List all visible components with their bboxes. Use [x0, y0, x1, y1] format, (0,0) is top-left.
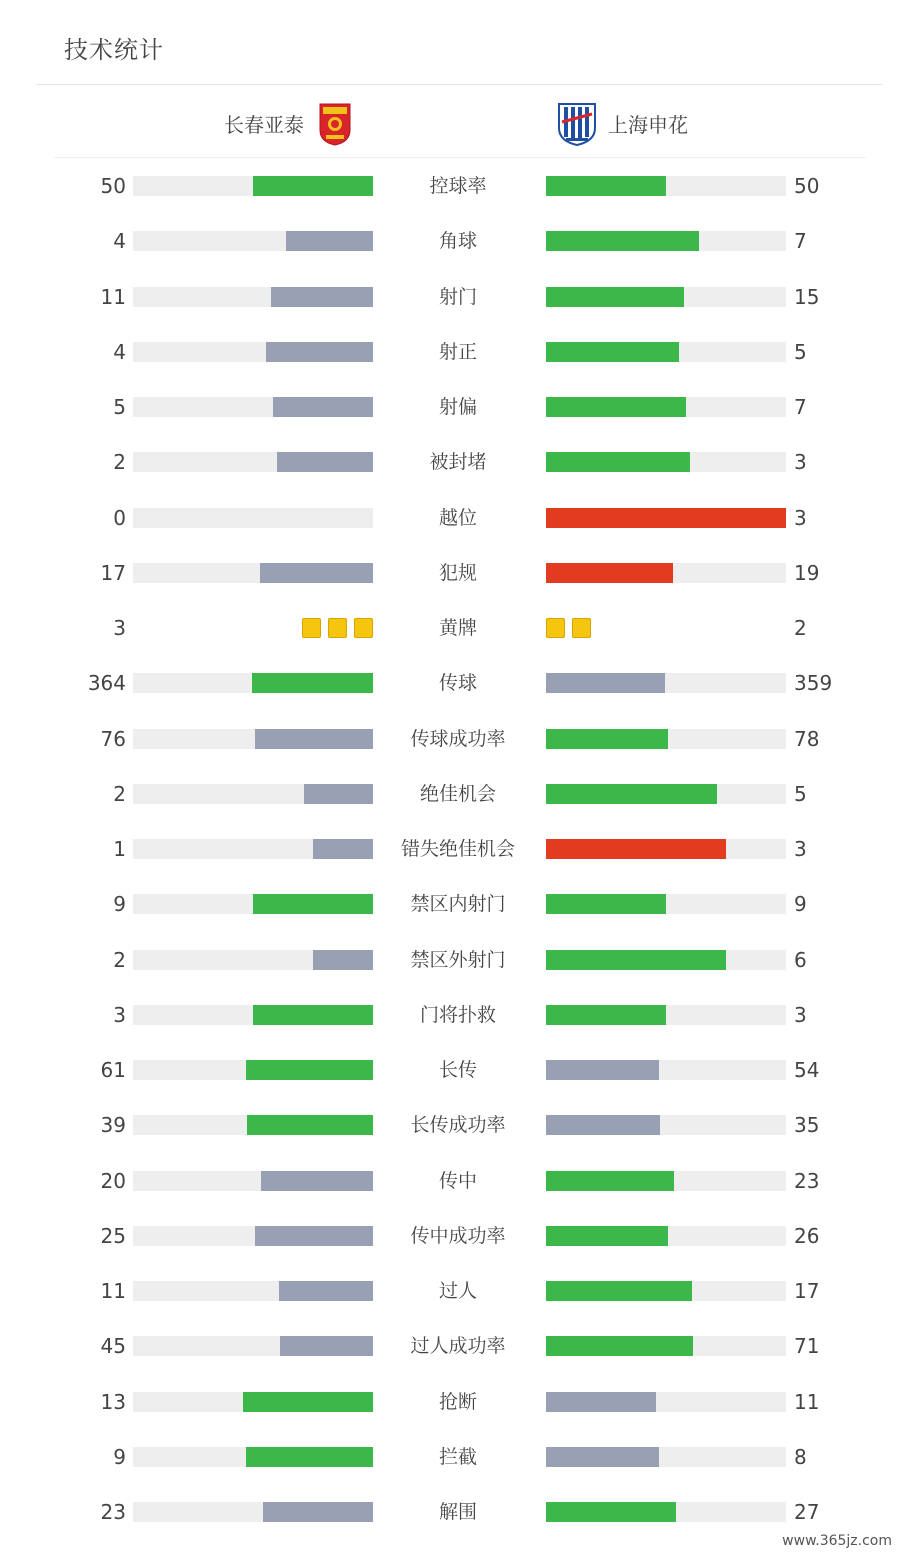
home-stat-value: 4	[113, 229, 126, 254]
home-team-name: 长春亚泰	[224, 112, 304, 137]
away-stat-bar	[546, 452, 690, 472]
home-stat-bar-track	[133, 1005, 373, 1025]
home-stat-bar-track	[133, 839, 373, 859]
stat-row	[0, 1390, 900, 1414]
away-stat-bar-track	[546, 1281, 786, 1301]
stat-row	[0, 506, 900, 530]
away-stat-value: 9	[794, 892, 807, 917]
away-stat-bar-track	[546, 1005, 786, 1025]
away-stat-bar-track	[546, 1392, 786, 1412]
home-stat-bar-track	[133, 784, 373, 804]
home-stat-bar	[255, 1226, 373, 1246]
home-stat-bar-track	[133, 729, 373, 749]
yellow-card-icon	[572, 618, 591, 638]
home-stat-value: 0	[113, 505, 126, 530]
away-stat-bar	[546, 1005, 666, 1025]
away-stat-bar	[546, 342, 679, 362]
stat-label: 门将扑救	[419, 1003, 496, 1026]
home-stat-bar	[286, 231, 373, 251]
stat-row	[0, 892, 900, 916]
home-stat-bar-track	[133, 508, 373, 528]
stat-label: 控球率	[429, 175, 487, 197]
away-stat-bar	[546, 950, 726, 970]
stat-label: 被封堵	[429, 451, 487, 474]
away-stat-value: 5	[794, 781, 807, 806]
stat-label: 长传	[438, 1059, 477, 1081]
stat-label: 解围	[438, 1501, 477, 1523]
home-stat-value: 364	[87, 671, 126, 696]
home-stat-bar-track	[133, 1226, 373, 1246]
home-stat-bar-track	[133, 1336, 373, 1356]
away-stat-bar	[546, 839, 726, 859]
home-stat-bar	[313, 950, 373, 970]
away-stat-value: 23	[794, 1168, 820, 1193]
home-stat-bar	[252, 673, 373, 693]
away-stat-value: 3	[794, 1002, 807, 1027]
away-stat-bar-track	[546, 176, 786, 196]
home-stat-value: 2	[113, 781, 126, 806]
home-stat-value: 25	[100, 1223, 126, 1248]
home-stat-bar-track	[133, 176, 373, 196]
away-stat-value: 3	[794, 837, 807, 861]
away-stat-value: 35	[794, 1113, 820, 1138]
away-stat-bar-track	[546, 342, 786, 362]
away-stat-bar	[546, 784, 717, 804]
home-stat-value: 11	[100, 1279, 126, 1303]
stat-row	[0, 727, 900, 751]
away-stat-bar	[546, 729, 668, 749]
away-stat-bar-track	[546, 784, 786, 804]
home-stat-bar-track	[133, 1060, 373, 1080]
away-stat-bar	[546, 176, 666, 196]
yellow-card-icon	[302, 618, 321, 638]
home-stat-bar	[246, 1060, 373, 1080]
away-stat-value: 15	[794, 284, 820, 309]
home-stat-bar-track	[133, 231, 373, 251]
stat-label: 长传成功率	[410, 1114, 506, 1137]
home-stat-bar-track	[133, 342, 373, 362]
away-stat-bar-track	[546, 1115, 786, 1135]
home-stat-value: 76	[100, 726, 126, 751]
stat-label: 禁区外射门	[410, 948, 506, 971]
home-stat-bar	[304, 784, 373, 804]
stat-row	[0, 616, 900, 640]
away-stat-value: 359	[794, 671, 833, 696]
away-stat-bar	[546, 508, 786, 528]
yellow-card-icon	[354, 618, 373, 638]
away-stat-bar-track	[546, 1060, 786, 1080]
away-stat-value: 17	[794, 1279, 820, 1303]
away-stat-value: 19	[794, 560, 820, 585]
stat-row	[0, 1334, 900, 1358]
stat-row	[0, 1113, 900, 1137]
stat-row	[0, 1058, 900, 1082]
stat-label: 犯规	[438, 561, 477, 584]
home-stat-bar-track	[133, 673, 373, 693]
home-stat-bar-track	[133, 397, 373, 417]
home-stat-bar	[313, 839, 373, 859]
stat-label: 传球成功率	[410, 727, 506, 750]
stat-label: 过人成功率	[410, 1335, 506, 1358]
home-stat-bar-track	[133, 1115, 373, 1135]
away-stat-bar	[546, 231, 699, 251]
home-stat-bar	[255, 729, 373, 749]
stat-label: 过人	[438, 1280, 477, 1302]
away-stat-bar	[546, 673, 665, 693]
home-stat-value: 9	[113, 1444, 126, 1469]
away-stat-bar	[546, 1281, 692, 1301]
home-stat-bar	[260, 563, 373, 583]
home-stat-value: 11	[100, 284, 126, 309]
away-stat-value: 6	[794, 947, 807, 972]
stat-label: 拦截	[438, 1445, 477, 1468]
stat-label: 射偏	[438, 396, 477, 418]
stat-label: 绝佳机会	[419, 782, 496, 805]
stat-row	[0, 837, 900, 861]
home-stat-value: 1	[113, 837, 126, 861]
home-stat-value: 20	[100, 1168, 126, 1193]
stat-row	[0, 1169, 900, 1193]
home-stat-value: 4	[113, 339, 126, 364]
away-stat-bar-track	[546, 894, 786, 914]
stat-label: 抢断	[438, 1390, 477, 1413]
away-stat-value: 71	[794, 1334, 820, 1359]
stat-row	[0, 1279, 900, 1303]
stat-label: 射门	[438, 285, 477, 308]
stat-row	[0, 561, 900, 585]
away-stat-bar	[546, 1115, 660, 1135]
stat-row	[0, 340, 900, 364]
stat-row	[0, 395, 900, 419]
away-stat-bar	[546, 1447, 659, 1467]
home-stat-value: 2	[113, 450, 126, 475]
away-stat-bar	[546, 397, 686, 417]
away-stat-bar	[546, 1060, 659, 1080]
home-stat-bar-track	[133, 287, 373, 307]
away-stat-bar-track	[546, 397, 786, 417]
home-stat-bar-track	[133, 1281, 373, 1301]
home-stat-value: 50	[100, 174, 126, 198]
away-team-name: 上海申花	[608, 112, 688, 137]
home-stat-value: 5	[113, 395, 126, 419]
home-stat-bar-track	[133, 1392, 373, 1412]
stat-row	[0, 229, 900, 253]
stat-row	[0, 285, 900, 309]
home-stat-value: 2	[113, 947, 126, 972]
home-stat-value: 3	[113, 1002, 126, 1027]
home-stat-value: 3	[113, 616, 126, 640]
away-stat-value: 2	[794, 616, 807, 640]
away-stat-bar-track	[546, 950, 786, 970]
away-stat-bar	[546, 894, 666, 914]
home-stat-value: 13	[100, 1389, 126, 1414]
stat-row	[0, 1500, 900, 1524]
away-stat-bar-track	[546, 1171, 786, 1191]
home-stat-bar	[247, 1115, 373, 1135]
home-stat-bar	[273, 397, 373, 417]
stat-label: 黄牌	[438, 617, 477, 639]
home-stat-bar	[271, 287, 373, 307]
away-stat-bar	[546, 563, 673, 583]
home-stat-bar	[253, 894, 373, 914]
away-stat-value: 11	[794, 1389, 820, 1414]
home-stat-value: 17	[100, 560, 126, 585]
away-stat-value: 3	[794, 505, 807, 530]
stat-label: 传球	[438, 672, 477, 695]
home-stat-value: 45	[100, 1334, 126, 1359]
home-stat-value: 61	[100, 1058, 126, 1082]
away-stat-bar-track	[546, 231, 786, 251]
away-stat-value: 78	[794, 726, 820, 751]
home-stat-bar-track	[133, 950, 373, 970]
stat-label: 错失绝佳机会	[400, 838, 515, 860]
yellow-card-icon	[328, 618, 347, 638]
away-stat-bar	[546, 1336, 693, 1356]
home-stat-bar	[246, 1447, 373, 1467]
home-stat-bar-track	[133, 1171, 373, 1191]
away-stat-bar-track	[546, 673, 786, 693]
home-stat-bar	[277, 452, 373, 472]
stat-label: 禁区内射门	[410, 893, 506, 916]
away-stat-bar	[546, 1502, 676, 1522]
home-stat-bar-track	[133, 894, 373, 914]
stat-label: 越位	[438, 506, 477, 529]
away-stat-bar-track	[546, 839, 786, 859]
stat-row	[0, 1445, 900, 1469]
stat-row	[0, 948, 900, 972]
stat-label: 传中	[438, 1169, 477, 1192]
stat-label: 射正	[438, 340, 477, 363]
away-stat-bar-track	[546, 287, 786, 307]
home-stat-bar	[261, 1171, 373, 1191]
away-stat-value: 54	[794, 1058, 820, 1082]
stat-row	[0, 450, 900, 474]
home-stat-bar	[263, 1502, 373, 1522]
home-stat-bar	[279, 1281, 373, 1301]
away-stat-bar-track	[546, 563, 786, 583]
away-stat-bar	[546, 1171, 674, 1191]
stat-row	[0, 1224, 900, 1248]
home-stat-bar-track	[133, 1502, 373, 1522]
away-stat-value: 8	[794, 1444, 807, 1469]
stat-row	[0, 174, 900, 198]
home-stat-bar	[243, 1392, 373, 1412]
watermark: www.365jz.com	[782, 1533, 892, 1549]
stat-row	[0, 782, 900, 806]
away-stat-bar	[546, 287, 684, 307]
home-stat-bar-track	[133, 452, 373, 472]
stat-row	[0, 1003, 900, 1027]
away-stat-value: 3	[794, 450, 807, 475]
home-stat-value: 9	[113, 892, 126, 917]
home-stat-value: 23	[100, 1500, 126, 1524]
stat-label: 传中成功率	[410, 1224, 506, 1247]
away-stat-value: 5	[794, 339, 807, 364]
home-stat-bar	[253, 176, 373, 196]
stat-label: 角球	[438, 230, 477, 253]
away-stat-bar-track	[546, 1336, 786, 1356]
away-stat-value: 50	[794, 174, 820, 198]
away-stat-value: 26	[794, 1223, 820, 1248]
yellow-card-icon	[546, 618, 565, 638]
home-stat-bar	[280, 1336, 373, 1356]
away-stat-bar-track	[546, 1447, 786, 1467]
away-stat-bar-track	[546, 1502, 786, 1522]
away-stat-bar-track	[546, 729, 786, 749]
away-stat-bar	[546, 1392, 656, 1412]
away-stat-bar-track	[546, 508, 786, 528]
away-stat-bar-track	[546, 452, 786, 472]
home-yellow-cards	[302, 618, 373, 638]
stat-row	[0, 671, 900, 695]
away-stat-bar	[546, 1226, 668, 1246]
home-stat-bar-track	[133, 563, 373, 583]
home-stat-value: 39	[100, 1113, 126, 1138]
home-stat-bar	[266, 342, 373, 362]
away-stat-value: 7	[794, 229, 807, 254]
away-stat-value: 27	[794, 1500, 820, 1524]
away-stat-bar-track	[546, 1226, 786, 1246]
away-yellow-cards	[546, 618, 591, 638]
away-stat-value: 7	[794, 395, 807, 419]
home-stat-bar-track	[133, 1447, 373, 1467]
page-title: 技术统计	[64, 36, 164, 64]
home-stat-bar	[253, 1005, 373, 1025]
